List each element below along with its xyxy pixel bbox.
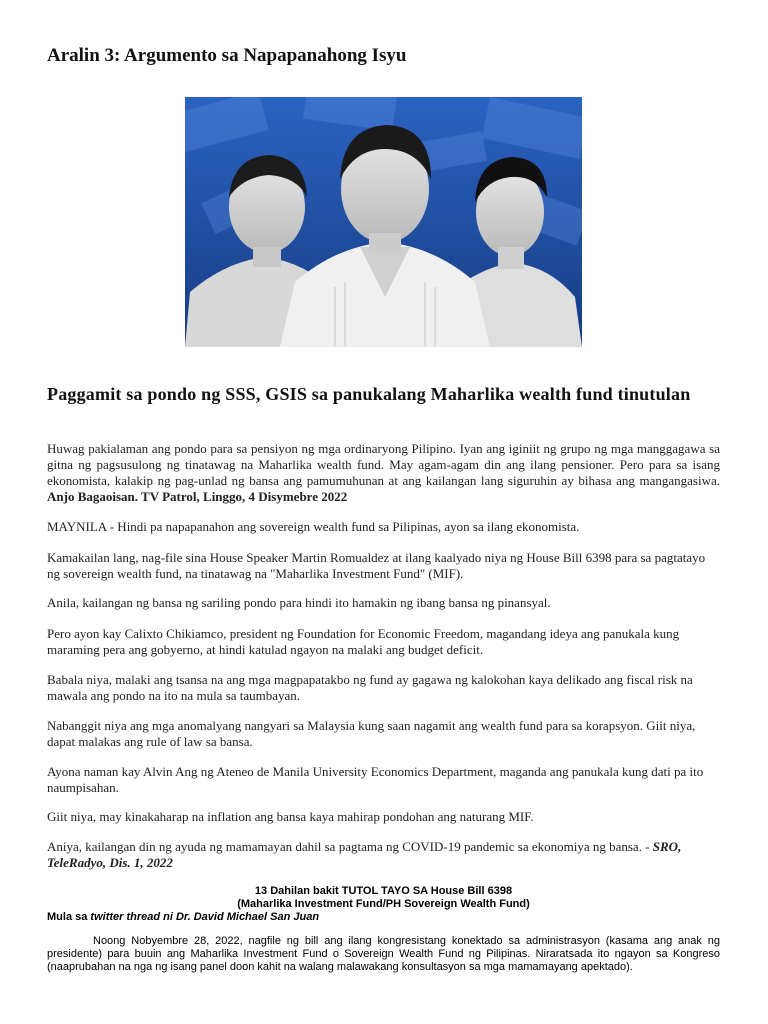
section-intro: Noong Nobyembre 28, 2022, nagfile ng bill ang ilang kongresistang konektado sa administrasyon (kasama ang anak ng presidente) para buuin ang Maharlika Investment Fund o Sovereign Wealth Fund ng Pilipinas. Niraratsada ito ngayon sa Kongreso (naaprubahan na nga ng isang panel doon kahit na walang malawakang konsultasyon sa mga mamamayang apektado).	[47, 935, 720, 973]
paragraph-9	[47, 839, 720, 871]
hero-photo	[185, 97, 582, 347]
source-author: twitter thread ni Dr. David Michael San Juan	[90, 911, 320, 923]
section-heading-2: (Maharlika Investment Fund/PH Sovereign Wealth Fund)	[237, 898, 530, 910]
paragraph-1: MAYNILA - Hindi pa napapanahon ang sovereign wealth fund sa Pilipinas, ayon sa ilang ekonomista.	[47, 519, 580, 534]
source-prefix: Mula sa	[47, 911, 88, 923]
article-lead	[47, 441, 720, 505]
section-source	[47, 911, 720, 924]
lead-credit: Anjo Bagaoisan. TV Patrol, Linggo, 4 Disymebre 2022	[47, 489, 348, 504]
paragraph-7: Ayona naman kay Alvin Ang ng Ateneo de Manila University Economics Department, maganda ang panukala kung dati pa ito naumpisahan.	[47, 764, 704, 795]
paragraph-3: Anila, kailangan ng bansa ng sariling pondo para hindi ito hamakin ng ibang bansa ng pinansyal.	[47, 595, 551, 610]
paragraph-2: Kamakailan lang, nag-file sina House Speaker Martin Romualdez at ilang kaalyado niya ng House Bill 6398 para sa pagtatayo ng sovereign wealth fund, na tinatawag na "Maharlika Investment Fund" (MIF).	[47, 550, 706, 581]
hero-illustration	[185, 97, 582, 347]
paragraph-4: Pero ayon kay Calixto Chikiamco, president ng Foundation for Economic Freedom, magandang ideya ang panukala kung maraming pera ang gobyerno, at hindi katulad ngayon na malaki ang budget deficit.	[47, 626, 680, 657]
paragraph-8: Giit niya, may kinakaharap na inflation ang bansa kaya mahirap pondohan ang naturang MIF.	[47, 809, 534, 824]
last-credit: SRO, TeleRadyo, Dis. 1, 2022	[47, 839, 682, 870]
lesson-title: Aralin 3: Argumento sa Napapanahong Isyu	[47, 45, 407, 66]
paragraph-5: Babala niya, malaki ang tsansa na ang mga magpapatakbo ng fund ay gagawa ng kalokohan kaya delikado ang fiscal risk na mawala ang pondo na ito na mula sa taumbayan.	[47, 672, 693, 703]
section-heading-1: 13 Dahilan bakit TUTOL TAYO SA House Bill 6398	[254, 885, 513, 897]
paragraph-6: Nabanggit niya ang mga anomalyang nangyari sa Malaysia kung saan nagamit ang wealth fund para sa korapsyon. Giit niya, dapat malakas ang rule of law sa bansa.	[47, 718, 696, 749]
last-paragraph-text: Aniya, kailangan din ng ayuda ng mamamayan dahil sa pagtama ng COVID-19 pandemic sa ekonomiya ng bansa. -	[47, 839, 650, 854]
lead-text: Huwag pakialaman ang pondo para sa pensiyon ng mga ordinaryong Pilipino. Iyan ang iginiit ng grupo ng mga manggagawa sa gitna ng pagsusulong ng tinatawag na Maharlika wealth fund. May agam-agam din ang ilang pensioner. Pero para sa isang ekonomista, kalakip ng pag-unlad ng bansa ang pamumuhunan at ang kailangan lang siguruhin ay bihasa ang mangangasiwa.	[47, 441, 720, 488]
article-title: Paggamit sa pondo ng SSS, GSIS sa panukalang Maharlika wealth fund tinutulan	[47, 384, 691, 404]
